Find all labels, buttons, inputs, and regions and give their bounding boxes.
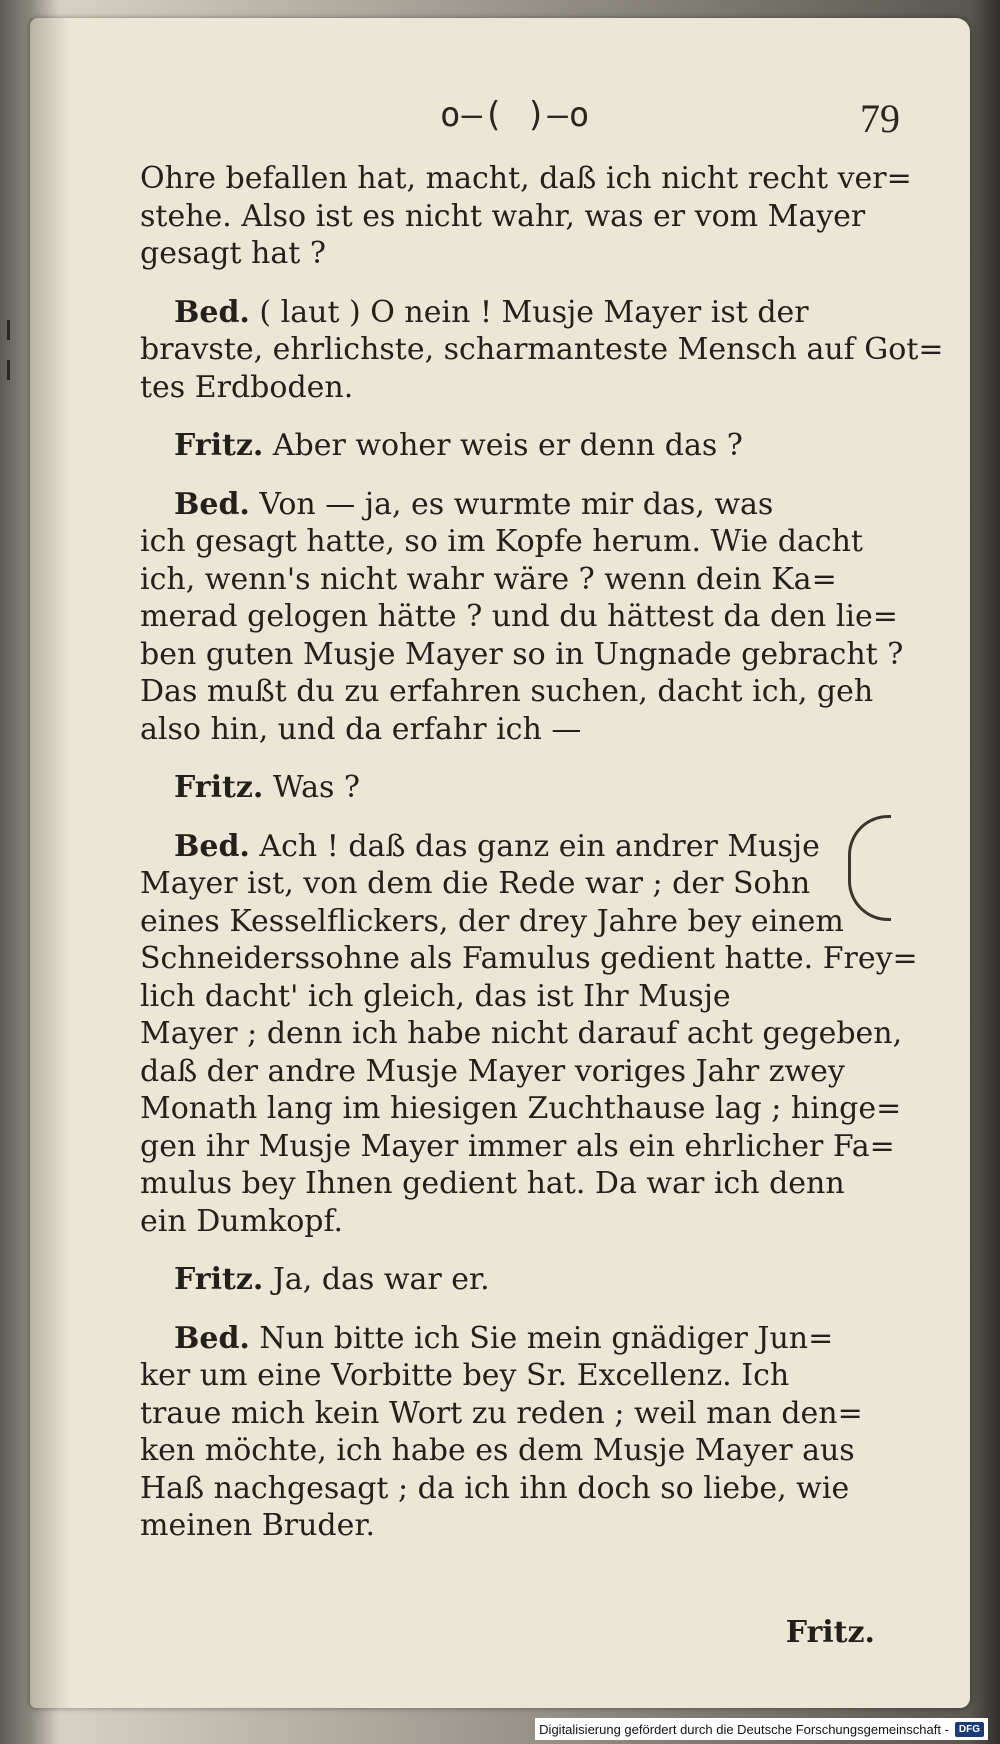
text-line (140, 903, 920, 941)
text-line (140, 673, 920, 711)
paragraph (140, 486, 920, 749)
text-line (140, 1432, 920, 1470)
speaker-name: Fritz. (174, 1262, 264, 1297)
text-line (140, 1128, 920, 1166)
text-line (140, 711, 920, 749)
line-text: ( laut ) O nein ! Musje Mayer ist der (249, 294, 809, 330)
line-text: Ohre befallen hat, macht, daß ich nicht recht ver= (140, 161, 912, 196)
line-text: ker um eine Vorbitte bey Sr. Excellenz. Ich (140, 1358, 790, 1393)
text-line (140, 160, 920, 198)
digitization-footer (535, 1718, 988, 1740)
paragraph (140, 1261, 920, 1299)
line-text: ich gesagt hatte, so im Kopfe herum. Wie dacht (140, 524, 863, 559)
page-number: 79 (860, 96, 900, 141)
text-line (140, 1507, 920, 1545)
text-line (140, 1261, 920, 1299)
speaker-name: Fritz. (174, 428, 264, 463)
speaker-name: Bed. (174, 294, 250, 330)
text-line (140, 1090, 920, 1128)
line-text: Aber woher weis er denn das ? (263, 428, 743, 463)
paragraph (140, 769, 920, 807)
text-line (140, 369, 920, 407)
paragraph (140, 1320, 920, 1545)
line-text: ich, wenn's nicht wahr wäre ? wenn dein Ka= (140, 561, 837, 597)
line-text: lich dacht' ich gleich, das ist Ihr Musje (140, 978, 731, 1014)
speaker-name: Fritz. (174, 770, 264, 805)
line-text: Nun bitte ich Sie mein gnädiger Jun= (249, 1320, 834, 1356)
text-line (140, 769, 920, 807)
text-line (140, 198, 920, 236)
line-text: bravste, ehrlichste, scharmanteste Mensch auf Got= (140, 332, 944, 367)
line-text: meinen Bruder. (140, 1508, 375, 1543)
text-line (140, 1015, 920, 1053)
text-line (140, 828, 920, 866)
text-line (140, 1357, 920, 1395)
line-text: tes Erdboden. (140, 369, 354, 405)
paragraph (140, 427, 920, 465)
header-ornament: o—( )—o (440, 95, 591, 135)
body-text (140, 160, 944, 1566)
line-text: Ach ! daß das ganz ein andrer Musje (249, 828, 820, 864)
line-text: gen ihr Musje Mayer immer als ein ehrlicher Fa= (140, 1128, 895, 1164)
text-line (140, 523, 920, 561)
line-text: Von — ja, es wurmte mir das, was (249, 486, 774, 522)
binding-marks (4, 300, 12, 420)
paragraph (140, 160, 920, 273)
text-line (140, 294, 920, 332)
line-text: mulus bey Ihnen gedient hat. Da war ich denn (140, 1166, 845, 1201)
line-text: Ja, das war er. (263, 1262, 490, 1297)
text-line (140, 331, 944, 369)
line-text: ben guten Musje Mayer so in Ungnade gebracht ? (140, 636, 904, 672)
line-text: Mayer ; denn ich habe nicht darauf acht gegeben, (140, 1016, 903, 1051)
footer-credit-text: Digitalisierung gefördert durch die Deutsche Forschungsgemeinschaft - (539, 1721, 949, 1737)
line-text: ein Dumkopf. (140, 1203, 344, 1239)
catchword: Fritz. (785, 1615, 875, 1650)
text-line (140, 427, 920, 465)
speaker-name: Bed. (174, 486, 250, 522)
line-text: eines Kesselflickers, der drey Jahre bey einem (140, 903, 844, 939)
text-line (140, 978, 920, 1016)
line-text: Haß nachgesagt ; da ich ihn doch so liebe, wie (140, 1470, 850, 1506)
text-line (140, 636, 920, 674)
page-header (440, 95, 900, 145)
text-line (140, 1320, 920, 1358)
line-text: also hin, und da erfahr ich — (140, 711, 582, 747)
line-text: ken möchte, ich habe es dem Musje Mayer aus (140, 1433, 855, 1468)
spine-shadow (30, 18, 70, 1708)
line-text: traue mich kein Wort zu reden ; weil man den= (140, 1395, 863, 1431)
text-line (140, 1165, 920, 1203)
line-text: Monath lang im hiesigen Zuchthause lag ; hinge= (140, 1091, 902, 1126)
line-text: daß der andre Musje Mayer voriges Jahr zwey (140, 1053, 845, 1089)
text-line (140, 598, 920, 636)
paragraph (140, 294, 944, 407)
line-text: Schneiderssohne als Famulus gedient hatte. Frey= (140, 941, 918, 976)
line-text: stehe. Also ist es nicht wahr, was er vom Mayer (140, 198, 866, 234)
text-line (140, 235, 920, 273)
speaker-name: Bed. (174, 828, 250, 864)
line-text: merad gelogen hätte ? und du hättest da den lie= (140, 599, 898, 634)
text-line (140, 1203, 920, 1241)
text-line (140, 561, 920, 599)
line-text: Mayer ist, von dem die Rede war ; der Sohn (140, 866, 811, 901)
text-line (140, 486, 920, 524)
text-line (140, 1053, 920, 1091)
line-text: Was ? (263, 770, 360, 805)
text-line (140, 865, 920, 903)
text-line (140, 1395, 920, 1433)
dfg-logo-icon: DFG (955, 1722, 984, 1737)
line-text: gesagt hat ? (140, 236, 326, 271)
text-line (140, 1470, 920, 1508)
paragraph (140, 828, 920, 1241)
line-text: Das mußt du zu erfahren suchen, dacht ich, geh (140, 674, 874, 709)
text-line (140, 940, 920, 978)
speaker-name: Bed. (174, 1320, 250, 1356)
